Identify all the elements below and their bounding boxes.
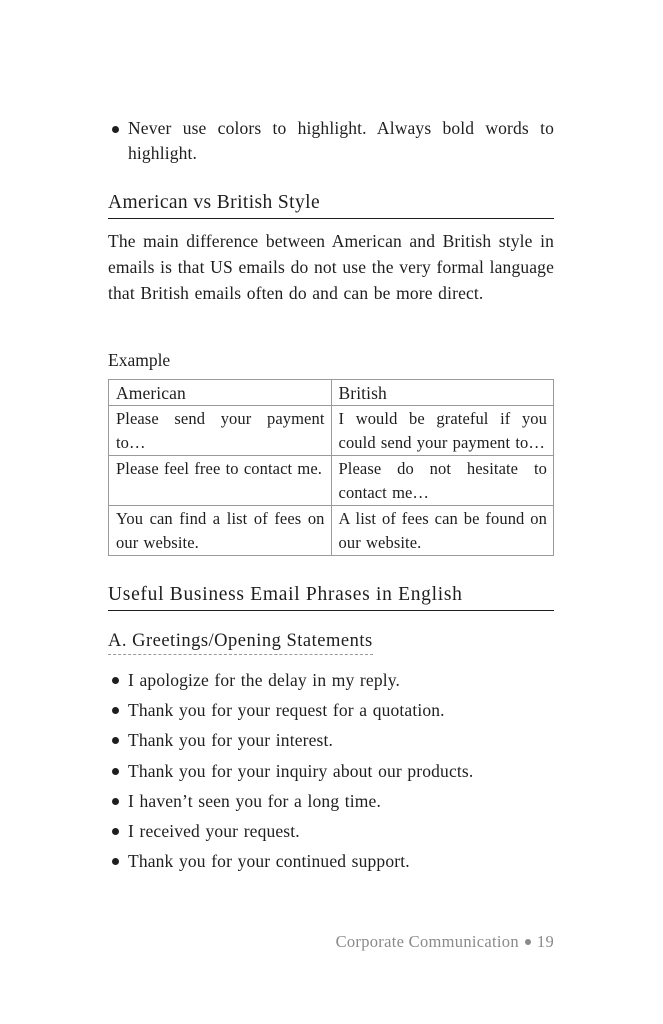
list-item-text: Thank you for your inquiry about our products. [128, 760, 474, 781]
page-footer [336, 932, 554, 952]
table-row [109, 406, 554, 456]
bullet-icon [112, 858, 119, 865]
list-item [108, 756, 554, 786]
list-item-text: I haven’t seen you for a long time. [128, 790, 381, 811]
page-number: 19 [536, 932, 554, 951]
running-title: Corporate Communication [335, 932, 519, 951]
table-row [109, 456, 554, 506]
list-item-text: Thank you for your request for a quotation. [128, 700, 445, 721]
table-header-row [109, 380, 554, 406]
bullet-icon [112, 798, 119, 805]
example-label: Example [108, 350, 171, 370]
list-item-text: Thank you for your interest. [128, 730, 334, 751]
table-cell-american: Please send your payment to… [109, 406, 332, 456]
list-item [108, 786, 554, 816]
subheading-greetings: A. Greetings/Opening Statements [108, 629, 373, 655]
list-item [108, 816, 554, 846]
intro-paragraph: The main difference between American and British style in emails is that US emails do not use the very formal language that British emails often do and can be more direct. [108, 231, 554, 303]
bullet-icon [112, 737, 119, 744]
separator-dot-icon [525, 939, 531, 945]
list-item-text: I received your request. [128, 821, 300, 842]
table-cell-british: Please do not hesitate to contact me… [331, 456, 553, 506]
comparison-table [108, 379, 554, 556]
list-item-text: Thank you for your continued support. [128, 851, 410, 872]
bullet-icon [112, 707, 119, 714]
list-item [108, 665, 554, 695]
bullet-icon [112, 677, 119, 684]
greetings-phrase-list [108, 665, 554, 876]
list-item-text: Never use colors to highlight. Always bold words to highlight. [128, 118, 554, 163]
section-heading-american-vs-british: American vs British Style [108, 191, 554, 219]
column-header-american: American [109, 380, 332, 406]
table-cell-american: You can find a list of fees on our website. [109, 506, 332, 556]
list-item [108, 695, 554, 725]
list-item-text: I apologize for the delay in my reply. [128, 670, 401, 690]
column-header-british: British [331, 380, 553, 406]
bullet-icon [112, 768, 119, 775]
bullet-icon [112, 126, 119, 133]
bullet-icon [112, 828, 119, 835]
table-row [109, 506, 554, 556]
highlight-tip-list [108, 116, 554, 166]
table-cell-british: A list of fees can be found on our website. [331, 506, 553, 556]
section-heading-useful-phrases: Useful Business Email Phrases in English [108, 583, 554, 611]
list-item [108, 846, 554, 876]
table-cell-british: I would be grateful if you could send your payment to… [331, 406, 553, 456]
list-item [108, 725, 554, 755]
table-cell-american: Please feel free to contact me. [109, 456, 332, 506]
list-item [108, 116, 554, 166]
